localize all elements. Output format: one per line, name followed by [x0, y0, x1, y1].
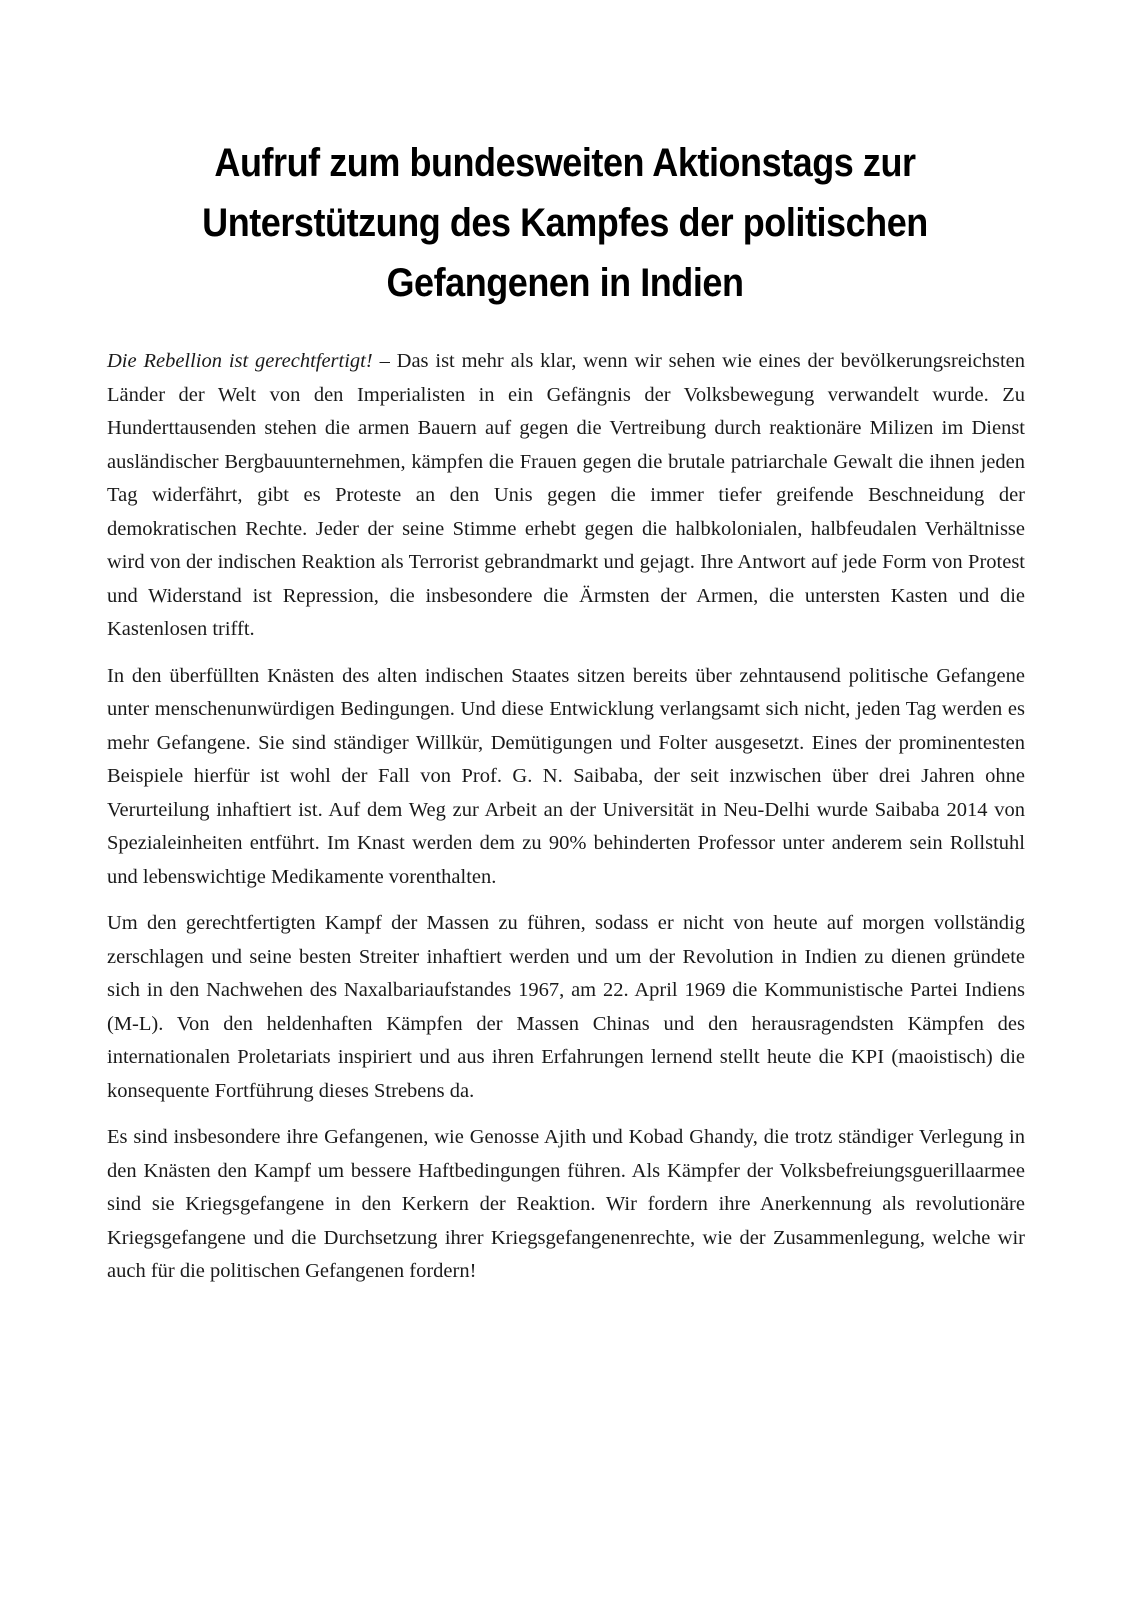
paragraph-1: [107, 345, 1025, 647]
paragraph-4: Es sind insbesondere ihre Gefangenen, wie Genosse Ajith und Kobad Ghandy, die trotz ständiger Verlegung in den Knästen den Kampf um bessere Haftbedingungen führen. Als Kämpfer der Volksbefreiungsguerillaarmee sind sie Kriegsgefangene in den Kerkern der Reaktion. Wir fordern ihre Anerkennung als revolutionäre Kriegsgefangene und die Durchsetzung ihrer Kriegsgefangenenrechte, wie der Zusammenlegung, welche wir auch für die politischen Gefangenen fordern!: [107, 1126, 1025, 1282]
paragraph-text: – Das ist mehr als klar, wenn wir sehen wie eines der bevölkerungsreichsten Länder der Welt von den Imperialisten in ein Gefängnis der Volksbewegung verwandelt wurde. Zu Hunderttausenden stehen die armen Bauern auf gegen die Vertreibung durch reaktionäre Milizen im Dienst ausländischer Bergbauunternehmen, kämpfen die Frauen gegen die brutale patriarchale Gewalt die ihnen jeden Tag widerfährt, gibt es Proteste an den Unis gegen die immer tiefer greifende Beschneidung der demokratischen Rechte. Jeder der seine Stimme erhebt gegen die halbkolonialen, halbfeudalen Verhältnisse wird von der indischen Reaktion als Terrorist gebrandmarkt und gejagt. Ihre Antwort auf jede Form von Protest und Widerstand ist Repression, die insbesondere die Ärmsten der Armen, die untersten Kasten und die Kastenlosen trifft.: [107, 350, 1026, 640]
title-line: Gefangenen in Indien: [386, 261, 744, 305]
document-title: [165, 133, 966, 313]
paragraph-2: In den überfüllten Knästen des alten indischen Staates sitzen bereits über zehntausend politische Gefangene unter menschenunwürdigen Bedingungen. Und diese Entwicklung verlangsamt sich nicht, jeden Tag werden es mehr Gefangene. Sie sind ständiger Willkür, Demütigungen und Folter ausgesetzt. Eines der prominentesten Beispiele hierfür ist wohl der Fall von Prof. G. N. Saibaba, der seit inzwischen über drei Jahren ohne Verurteilung inhaftiert ist. Auf dem Weg zur Arbeit an der Universität in Neu-Delhi wurde Saibaba 2014 von Spezialeinheiten entführt. Im Knast werden dem zu 90% behinderten Professor unter anderem sein Rollstuhl und lebenswichtige Medikamente vorenthalten.: [107, 664, 1025, 888]
document-body: [107, 345, 1025, 1289]
title-line: Unterstützung des Kampfes der politischen: [202, 201, 928, 245]
title-line: Aufruf zum bundesweiten Aktionstags zur: [214, 141, 916, 185]
paragraph-3: Um den gerechtfertigten Kampf der Massen zu führen, sodass er nicht von heute auf morgen vollständig zerschlagen und seine besten Streiter inhaftiert werden und um der Revolution in Indien zu dienen gründete sich in den Nachwehen des Naxalbariaufstandes 1967, am 22. April 1969 die Kommunistische Partei Indiens (M-L). Von den heldenhaften Kämpfen der Massen Chinas und den herausragendsten Kämpfen des internationalen Proletariats inspiriert und aus ihren Erfahrungen lernend stellt heute die KPI (maoistisch) die konsequente Fortführung dieses Strebens da.: [107, 912, 1025, 1102]
paragraph-lead: Die Rebellion ist gerechtfertigt!: [107, 350, 373, 372]
